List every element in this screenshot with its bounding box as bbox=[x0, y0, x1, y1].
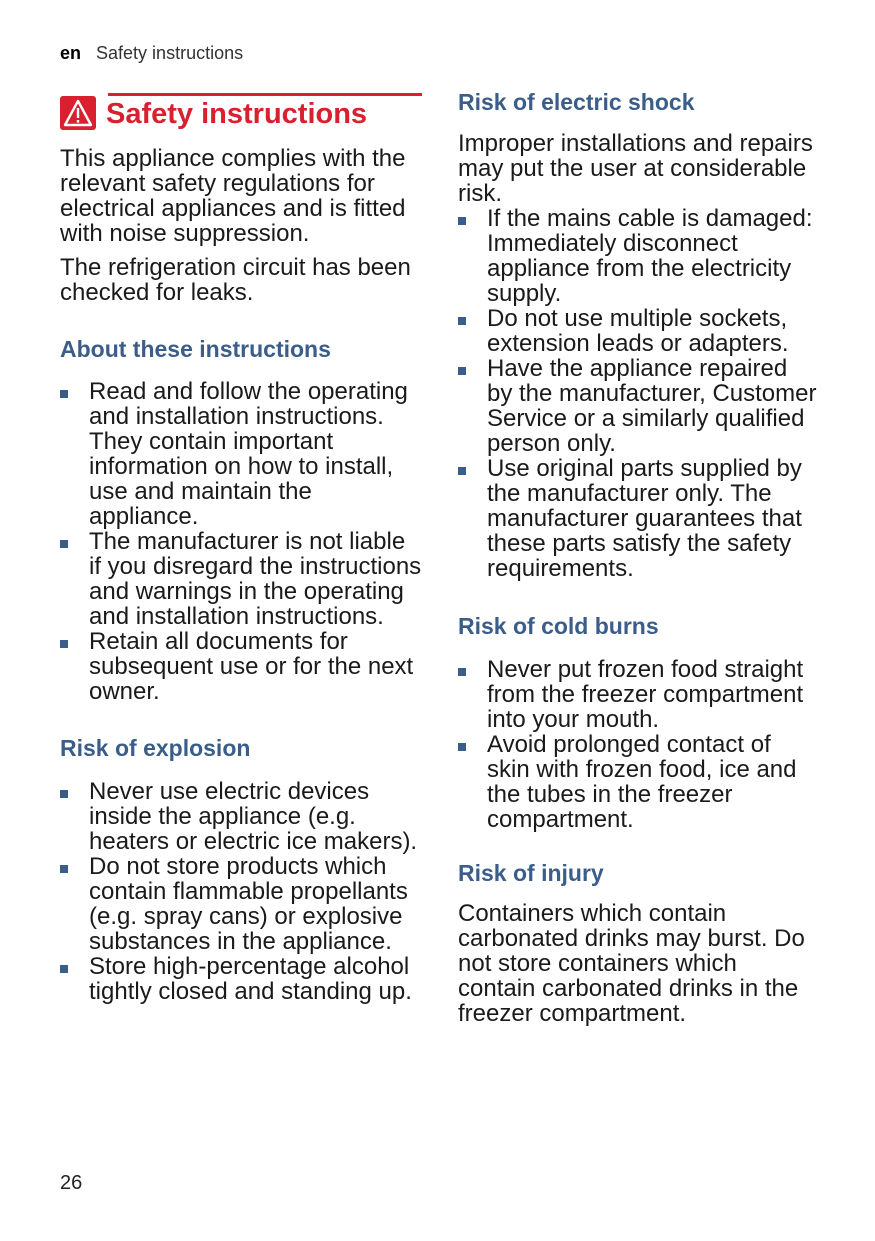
list-item: Use original parts supplied by the manufacturer only. The manufacturer guarantees that these parts satisfy the safety requirements. bbox=[458, 456, 818, 581]
electric-intro: Improper installations and repairs may put the user at considerable risk. bbox=[458, 130, 813, 207]
about-list bbox=[60, 379, 422, 704]
heading-risk-injury: Risk of injury bbox=[458, 860, 604, 886]
heading-about-instructions: About these instructions bbox=[60, 336, 331, 362]
bullet-square-icon bbox=[458, 743, 466, 751]
right-column bbox=[458, 88, 818, 1026]
list-item: The manufacturer is not liable if you disregard the instructions and warnings in the operating and installation instructions. bbox=[60, 529, 422, 629]
bullet-square-icon bbox=[458, 217, 466, 225]
list-item: Have the appliance repaired by the manufacturer, Customer Service or a similarly qualified person only. bbox=[458, 356, 818, 456]
bullet-square-icon bbox=[60, 540, 68, 548]
list-item: Retain all documents for subsequent use or for the next owner. bbox=[60, 629, 422, 704]
page-title: Safety instructions bbox=[106, 98, 368, 130]
page-number: 26 bbox=[60, 1172, 83, 1194]
list-item: Read and follow the operating and installation instructions. They contain important information on how to install, use and maintain the appliance. bbox=[60, 379, 422, 529]
page-header bbox=[60, 43, 243, 64]
title-rule bbox=[108, 93, 422, 96]
injury-paragraph: Containers which contain carbonated drinks may burst. Do not store containers which contain carbonated drinks in the freezer compartment. bbox=[458, 900, 805, 1027]
heading-risk-explosion: Risk of explosion bbox=[60, 735, 251, 761]
list-item: Avoid prolonged contact of skin with frozen food, ice and the tubes in the freezer compartment. bbox=[458, 732, 818, 832]
bullet-square-icon bbox=[60, 965, 68, 973]
list-item: Never use electric devices inside the appliance (e.g. heaters or electric ice makers). bbox=[60, 779, 422, 854]
bullet-square-icon bbox=[60, 790, 68, 798]
intro-paragraph: This appliance complies with the relevant safety regulations for electrical appliances and is fitted with noise suppression. bbox=[60, 145, 406, 247]
left-column bbox=[60, 88, 422, 1004]
bullet-square-icon bbox=[60, 640, 68, 648]
bullet-square-icon bbox=[458, 668, 466, 676]
list-item: Store high-percentage alcohol tightly closed and standing up. bbox=[60, 954, 422, 1004]
list-item: Do not store products which contain flammable propellants (e.g. spray cans) or explosive substances in the appliance. bbox=[60, 854, 422, 954]
heading-risk-electric-shock: Risk of electric shock bbox=[458, 89, 695, 115]
bullet-square-icon bbox=[458, 367, 466, 375]
heading-risk-cold-burns: Risk of cold burns bbox=[458, 613, 659, 639]
explosion-list bbox=[60, 779, 422, 1004]
intro-paragraph: The refrigeration circuit has been checked for leaks. bbox=[60, 254, 411, 306]
warning-triangle-icon bbox=[60, 96, 96, 130]
list-item: Never put frozen food straight from the freezer compartment into your mouth. bbox=[458, 657, 818, 732]
cold-burns-list bbox=[458, 657, 818, 832]
title-block bbox=[60, 88, 422, 128]
electric-list bbox=[458, 206, 818, 581]
bullet-square-icon bbox=[458, 467, 466, 475]
bullet-square-icon bbox=[458, 317, 466, 325]
bullet-square-icon bbox=[60, 865, 68, 873]
header-section: Safety instructions bbox=[96, 43, 244, 63]
list-item: If the mains cable is damaged: Immediately disconnect appliance from the electricity supply. bbox=[458, 206, 818, 306]
bullet-square-icon bbox=[60, 390, 68, 398]
list-item: Do not use multiple sockets, extension leads or adapters. bbox=[458, 306, 818, 356]
language-code: en bbox=[60, 43, 82, 63]
